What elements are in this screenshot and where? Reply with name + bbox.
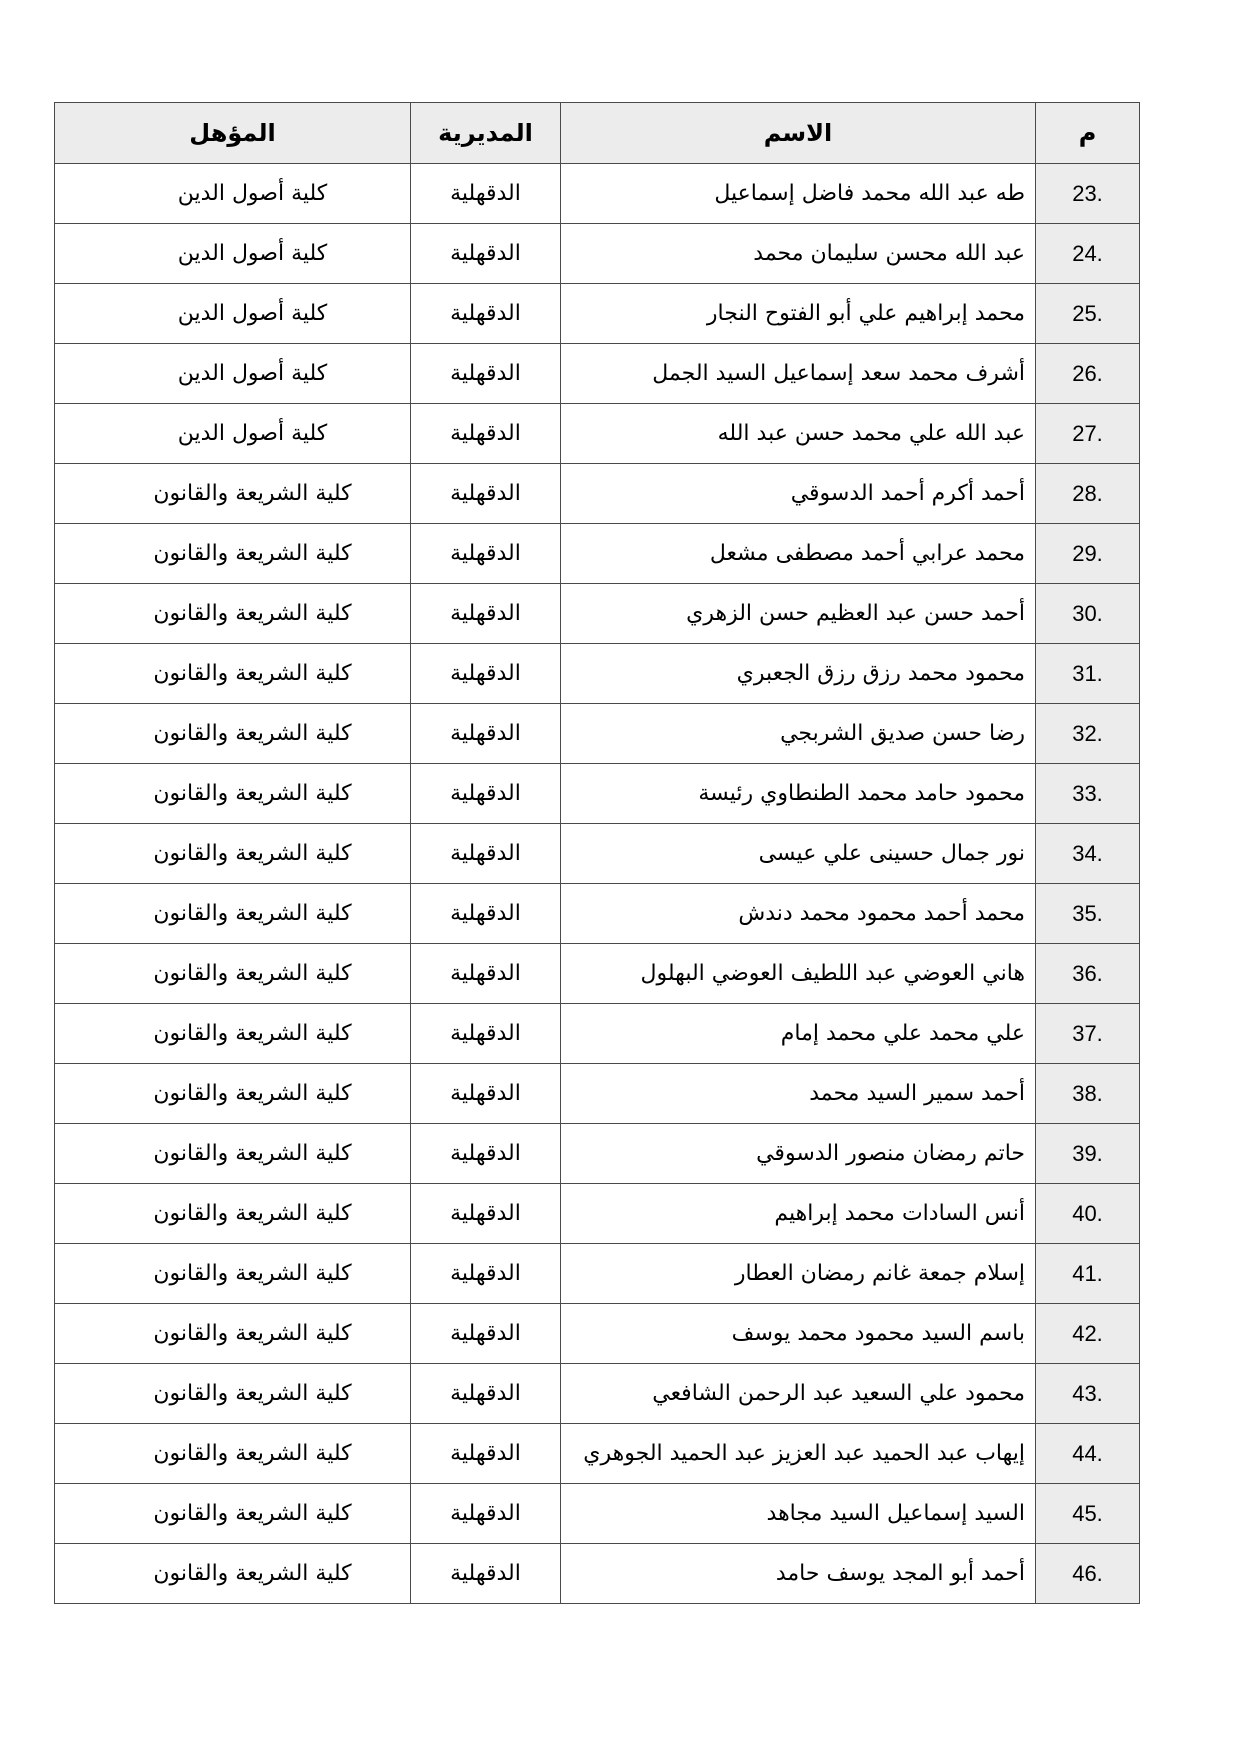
table-row [55,1244,1140,1304]
row-name: هاني العوضي عبد اللطيف العوضي البهلول [561,944,1036,1004]
row-name: عبد الله محسن سليمان محمد [561,224,1036,284]
row-name: باسم السيد محمود محمد يوسف [561,1304,1036,1364]
row-directorate: الدقهلية [411,824,561,884]
table-row [55,1484,1140,1544]
table-body [55,164,1140,1604]
row-number: 41. [1036,1244,1140,1304]
roster-table [54,102,1140,1604]
row-name: محمود محمد رزق رزق الجعبري [561,644,1036,704]
row-name: عبد الله علي محمد حسن عبد الله [561,404,1036,464]
row-name: نور جمال حسينى علي عيسى [561,824,1036,884]
row-qualification: كلية الشريعة والقانون [55,644,411,704]
row-directorate: الدقهلية [411,164,561,224]
table-header [55,103,1140,164]
row-qualification: كلية أصول الدين [55,284,411,344]
row-qualification: كلية الشريعة والقانون [55,584,411,644]
table-row [55,1544,1140,1604]
table-row [55,1124,1140,1184]
row-directorate: الدقهلية [411,1004,561,1064]
table-row [55,944,1140,1004]
row-number: 29. [1036,524,1140,584]
row-qualification: كلية الشريعة والقانون [55,1244,411,1304]
table-row [55,584,1140,644]
table-row [55,524,1140,584]
row-name: أشرف محمد سعد إسماعيل السيد الجمل [561,344,1036,404]
row-directorate: الدقهلية [411,464,561,524]
row-number: 27. [1036,404,1140,464]
table-row [55,284,1140,344]
row-number: 28. [1036,464,1140,524]
row-number: 40. [1036,1184,1140,1244]
row-number: 35. [1036,884,1140,944]
row-qualification: كلية الشريعة والقانون [55,1124,411,1184]
row-number: 23. [1036,164,1140,224]
row-directorate: الدقهلية [411,764,561,824]
row-directorate: الدقهلية [411,584,561,644]
row-name: أحمد سمير السيد محمد [561,1064,1036,1124]
row-qualification: كلية الشريعة والقانون [55,824,411,884]
row-qualification: كلية الشريعة والقانون [55,704,411,764]
row-name: محمد إبراهيم علي أبو الفتوح النجار [561,284,1036,344]
row-name: محمود علي السعيد عبد الرحمن الشافعي [561,1364,1036,1424]
row-directorate: الدقهلية [411,1544,561,1604]
row-directorate: الدقهلية [411,944,561,1004]
row-directorate: الدقهلية [411,1364,561,1424]
header-number: م [1036,103,1140,164]
row-qualification: كلية الشريعة والقانون [55,884,411,944]
row-directorate: الدقهلية [411,704,561,764]
row-name: محمود حامد محمد الطنطاوي رئيسة [561,764,1036,824]
row-number: 42. [1036,1304,1140,1364]
row-name: أنس السادات محمد إبراهيم [561,1184,1036,1244]
row-name: محمد عرابي أحمد مصطفى مشعل [561,524,1036,584]
row-directorate: الدقهلية [411,1484,561,1544]
row-name: أحمد أبو المجد يوسف حامد [561,1544,1036,1604]
row-directorate: الدقهلية [411,1424,561,1484]
row-number: 46. [1036,1544,1140,1604]
row-number: 30. [1036,584,1140,644]
row-directorate: الدقهلية [411,1124,561,1184]
table-row [55,824,1140,884]
row-directorate: الدقهلية [411,884,561,944]
row-qualification: كلية الشريعة والقانون [55,464,411,524]
table-row [55,1424,1140,1484]
table-row [55,404,1140,464]
table-row [55,1004,1140,1064]
row-number: 33. [1036,764,1140,824]
table-row [55,224,1140,284]
row-directorate: الدقهلية [411,524,561,584]
row-directorate: الدقهلية [411,404,561,464]
row-qualification: كلية الشريعة والقانون [55,524,411,584]
row-name: أحمد أكرم أحمد الدسوقي [561,464,1036,524]
row-number: 44. [1036,1424,1140,1484]
row-directorate: الدقهلية [411,224,561,284]
table-row [55,1064,1140,1124]
row-number: 32. [1036,704,1140,764]
row-number: 45. [1036,1484,1140,1544]
row-directorate: الدقهلية [411,1304,561,1364]
header-row [55,103,1140,164]
row-number: 38. [1036,1064,1140,1124]
table-row [55,1364,1140,1424]
row-number: 36. [1036,944,1140,1004]
row-qualification: كلية الشريعة والقانون [55,764,411,824]
row-name: رضا حسن صديق الشربجي [561,704,1036,764]
row-number: 43. [1036,1364,1140,1424]
table-row [55,464,1140,524]
header-qualification: المؤهل [55,103,411,164]
row-qualification: كلية أصول الدين [55,404,411,464]
row-number: 24. [1036,224,1140,284]
row-directorate: الدقهلية [411,1244,561,1304]
table-row [55,344,1140,404]
row-number: 39. [1036,1124,1140,1184]
row-qualification: كلية الشريعة والقانون [55,1184,411,1244]
table-row [55,644,1140,704]
row-qualification: كلية الشريعة والقانون [55,1004,411,1064]
row-directorate: الدقهلية [411,644,561,704]
row-name: طه عبد الله محمد فاضل إسماعيل [561,164,1036,224]
row-qualification: كلية أصول الدين [55,224,411,284]
row-directorate: الدقهلية [411,1184,561,1244]
row-qualification: كلية الشريعة والقانون [55,1424,411,1484]
row-name: حاتم رمضان منصور الدسوقي [561,1124,1036,1184]
row-qualification: كلية الشريعة والقانون [55,1544,411,1604]
row-name: إيهاب عبد الحميد عبد العزيز عبد الحميد الجوهري [561,1424,1036,1484]
row-qualification: كلية الشريعة والقانون [55,944,411,1004]
row-name: السيد إسماعيل السيد مجاهد [561,1484,1036,1544]
table-row [55,1304,1140,1364]
header-name: الاسم [561,103,1036,164]
row-number: 31. [1036,644,1140,704]
table-row [55,1184,1140,1244]
row-qualification: كلية الشريعة والقانون [55,1364,411,1424]
row-name: إسلام جمعة غانم رمضان العطار [561,1244,1036,1304]
row-qualification: كلية أصول الدين [55,344,411,404]
row-directorate: الدقهلية [411,284,561,344]
row-directorate: الدقهلية [411,1064,561,1124]
row-qualification: كلية الشريعة والقانون [55,1304,411,1364]
table-row [55,704,1140,764]
row-number: 34. [1036,824,1140,884]
row-number: 26. [1036,344,1140,404]
row-number: 25. [1036,284,1140,344]
row-name: محمد أحمد محمود محمد دندش [561,884,1036,944]
row-directorate: الدقهلية [411,344,561,404]
row-qualification: كلية الشريعة والقانون [55,1484,411,1544]
row-number: 37. [1036,1004,1140,1064]
row-name: أحمد حسن عبد العظيم حسن الزهري [561,584,1036,644]
table-row [55,764,1140,824]
row-qualification: كلية أصول الدين [55,164,411,224]
header-directorate: المديرية [411,103,561,164]
row-qualification: كلية الشريعة والقانون [55,1064,411,1124]
table-row [55,164,1140,224]
row-name: علي محمد علي محمد إمام [561,1004,1036,1064]
table-row [55,884,1140,944]
